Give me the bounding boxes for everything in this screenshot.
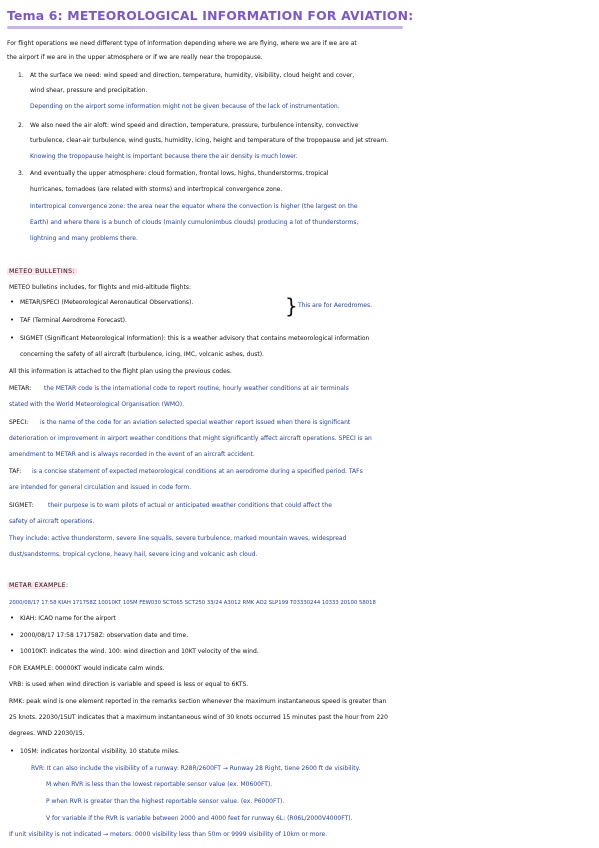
- metar-line: 10SM: indicates horizontal visibility. 10 statute miles.: [20, 748, 180, 755]
- bullet-text: concerning the safety of all aircraft (turbulence, icing, IMC, volcanic ashes, dust).: [20, 351, 264, 358]
- def-line: is a concise statement of expected meteorological conditions at an aerodrome during a specified period. TAFs: [32, 468, 363, 475]
- item-note: Intertropical convergence zone: the area near the equator where the convection is higher (the largest on the: [30, 203, 358, 210]
- bullet-dot: •: [10, 298, 15, 306]
- def-line: is the name of the code for an aviation selected special weather report issued when there is significant: [40, 419, 351, 426]
- metar-line: degrees. WND 22030/15.: [9, 730, 85, 737]
- item-number: 2.: [18, 122, 24, 129]
- bullet-text: METAR/SPECI (Meteorological Aeronautical Observations).: [20, 299, 194, 306]
- metar-line: M when RVR is less than the lowest reportable sensor value (ex. M0600FT).: [46, 781, 273, 788]
- def-line: deterioration or improvement in airport weather conditions that might significantly affect aircraft operations. SPECI is an: [9, 435, 372, 442]
- item-number: 1.: [18, 72, 24, 79]
- metar-line: FOR EXAMPLE: 00000KT would indicate calm winds.: [9, 665, 165, 672]
- def-line: dust/sandstorms, tropical cyclone, heavy hail, severe icing and volcanic ash cloud.: [9, 551, 258, 558]
- metar-line: KIAH: ICAO name for the airport: [20, 615, 116, 622]
- metar-line: RMK: peak wind is one element reported in the remarks section whenever the maximum instantaneous speed is greater than: [9, 698, 387, 705]
- def-line: are intended for general circulation and issued in code form.: [9, 484, 192, 491]
- metar-line: P when RVR is greater than the highest reportable sensor value. (ex. P6000FT).: [46, 798, 285, 805]
- bullet-text: SIGMET (Significant Meteorological Information): this is a weather advisory that contains meteorological information: [20, 335, 370, 342]
- metar-line: 2000/08/17 17:58 171758Z: observation date and time.: [20, 632, 189, 639]
- meteo-intro: METEO bulletins includes, for flights and mid-altitude flights:: [9, 284, 191, 291]
- item-line: turbulence, clear-air turbulence, wind gusts, humidity, icing, height and temperature of the tropopause and jet stream.: [30, 137, 389, 144]
- item-line: At the surface we need: wind speed and direction, temperature, humidity, visibility, cloud height and cover,: [30, 72, 355, 79]
- bullet-dot: •: [10, 614, 15, 622]
- attached-line: All this information is attached to the flight plan using the previous codes.: [9, 368, 232, 375]
- def-line: their purpose is to warn pilots of actual or anticipated weather conditions that could affect the: [48, 502, 332, 509]
- item-note: Knowing the tropopause height is important because there the air density is much lower.: [30, 153, 298, 160]
- item-line: wind shear, pressure and precipitation.: [30, 87, 148, 94]
- bullet-dot: •: [10, 647, 15, 655]
- item-note: lightning and many problems there.: [30, 235, 138, 242]
- intro-line: For flight operations we need different type of information depending where we are flying, where we are if we are at: [7, 40, 357, 47]
- def-term: METAR:: [9, 385, 32, 392]
- page-title: Tema 6: METEOROLOGICAL INFORMATION FOR AVIATION:: [7, 8, 414, 23]
- metar-line: VRB: is used when wind direction is variable and speed is less or equal to 6KTS.: [9, 681, 249, 688]
- bullet-dot: •: [10, 631, 15, 639]
- def-line: stated with the World Meteorological Organisation (WMO).: [9, 401, 185, 408]
- item-line: We also need the air aloft: wind speed and direction, temperature, pressure, turbulence intensity, convective: [30, 122, 359, 129]
- item-note: Earth) and where there is a bunch of clouds (mainly cumulonimbus clouds) producing a lot of thunderstorms,: [30, 219, 359, 226]
- bullet-dot: •: [10, 334, 15, 342]
- metar-line: If unit visibility is not indicated → meters. 0000 visibility less than 50m or 9999 visibility of 10km or more.: [9, 831, 328, 838]
- bullet-dot: •: [10, 316, 15, 324]
- def-line: They include: active thunderstorm, severe line squalls, severe turbulence, marked mountain waves, widespread: [9, 535, 347, 542]
- item-note: Depending on the airport some information might not be given because of the lack of instrumentation.: [30, 103, 340, 110]
- metar-line: RVR: It can also include the visibility of a runway: R28R/2600FT → Runway 28 Right, tiene 2600 ft de visibility.: [31, 765, 361, 772]
- def-term: TAF:: [9, 468, 22, 475]
- section-heading: METAR EXAMPLE:: [9, 582, 69, 589]
- def-line: safety of aircraft operations.: [9, 518, 95, 525]
- title-highlight: [7, 26, 403, 29]
- section-heading: METEO BULLETINS:: [9, 268, 75, 275]
- item-number: 3.: [18, 170, 24, 177]
- def-line: amendment to METAR and is always recorded in the event of an aircraft accident.: [9, 451, 255, 458]
- metar-code: 2000/08/17 17:58 KIAH 171758Z 10010KT 10SM FEW030 SCT065 SCT250 33/24 A3012 RMK AO2 SLP199 T03330244 10333 20100 58018: [9, 600, 376, 606]
- def-term: SIGMET:: [9, 502, 34, 509]
- intro-line: the airport if we are in the upper atmosphere or if we are really near the tropopause.: [7, 54, 263, 61]
- brace-note: This are for Aerodromes.: [298, 302, 373, 309]
- def-term: SPECI:: [9, 419, 29, 426]
- metar-line: 25 knots. 22030/15UT indicates that a maximum instantaneous wind of 30 knots occurred 15 minutes past the hour from 220: [9, 714, 388, 721]
- bullet-text: TAF (Terminal Aerodrome Forecast).: [20, 317, 127, 324]
- def-line: the METAR code is the international code to report routine, hourly weather conditions at air terminals: [44, 385, 349, 392]
- item-line: hurricanes, tornadoes (are related with storms) and intertropical convergence zone.: [30, 186, 283, 193]
- bullet-dot: •: [10, 747, 15, 755]
- brace-symbol: }: [285, 294, 298, 318]
- item-line: And eventually the upper atmosphere: cloud formation, frontal lows, highs, thunderstorms, tropical: [30, 170, 329, 177]
- metar-line: V for variable if the RVR is variable between 2000 and 4000 feet for runway 6L: (R06L/2000V4000FT).: [46, 815, 353, 822]
- metar-line: 10010KT: indicates the wind. 100: wind direction and 10KT velocity of the wind.: [20, 648, 259, 655]
